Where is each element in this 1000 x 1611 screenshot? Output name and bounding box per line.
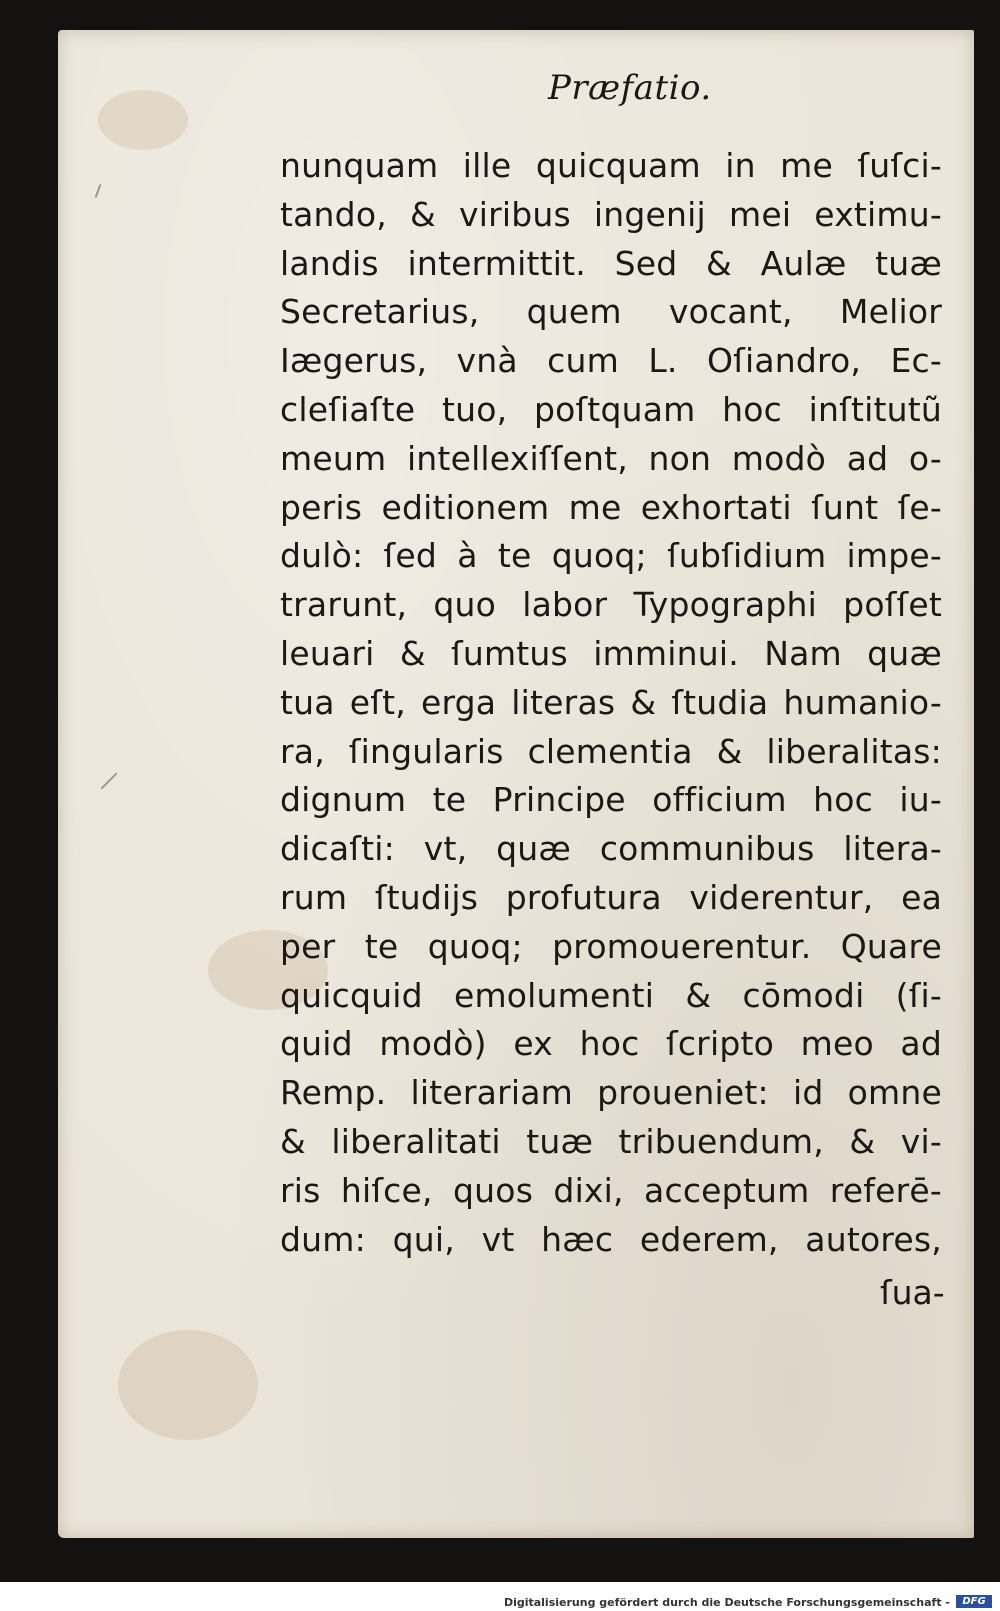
text-line: dulò: ſed à te quoq; ſubſidium impe- bbox=[280, 536, 942, 576]
running-head: Præfatio. bbox=[548, 68, 712, 108]
dfg-logo: DFG bbox=[956, 1595, 992, 1608]
text-line: Remp. literariam proueniet: id omne bbox=[280, 1073, 942, 1113]
text-line: rum ſtudijs profutura viderentur, ea bbox=[280, 877, 942, 917]
text-line: Secretarius, quem vocant, Melior bbox=[280, 292, 942, 332]
text-line: dum: qui, vt hæc ederem, autores, bbox=[280, 1219, 942, 1259]
text-line: leuari & ſumtus imminui. Nam quæ bbox=[280, 633, 942, 673]
text-line: per te quoq; promouerentur. Quare bbox=[280, 926, 942, 966]
text-line: meum intellexiſſent, non modò ad o- bbox=[280, 438, 942, 478]
paper-stain bbox=[98, 90, 188, 150]
text-line: peris editionem me exhortati ſunt ſe- bbox=[280, 487, 942, 527]
text-line: dicaſti: vt, quæ communibus litera- bbox=[280, 829, 942, 869]
catchword: ſua- bbox=[880, 1273, 945, 1312]
text-line: ris hiſce, quos dixi, acceptum referē- bbox=[280, 1170, 942, 1210]
text-line: landis intermittit. Sed & Aulæ tuæ bbox=[280, 243, 942, 283]
text-line: & liberalitati tuæ tribuendum, & vi- bbox=[280, 1121, 942, 1161]
text-line: cleſiaſte tuo, poſtquam hoc inſtitutũ bbox=[280, 389, 942, 429]
text-line: nunquam ille quicquam in me ſuſci- bbox=[280, 146, 942, 185]
text-line: quicquid emolumenti & cōmodi (ſi- bbox=[280, 975, 942, 1015]
digitization-credit: Digitalisierung gefördert durch die Deutsche Forschungsgemeinschaft - bbox=[503, 1596, 950, 1609]
text-line: ra, ſingularis clementia & liberalitas: bbox=[280, 731, 942, 771]
text-line: trarunt, quo labor Typographi poſſet bbox=[280, 585, 942, 625]
text-line: tua eſt, erga literas & ſtudia humanio- bbox=[280, 682, 942, 722]
text-line: tando, & viribus ingenij mei extimu- bbox=[280, 194, 942, 234]
text-line: dignum te Principe officium hoc iu- bbox=[280, 780, 942, 820]
paper-stain bbox=[118, 1330, 258, 1440]
text-line: Iægerus, vnà cum L. Oſiandro, Ec- bbox=[280, 341, 942, 381]
text-line: quid modò) ex hoc ſcripto meo ad bbox=[280, 1024, 942, 1064]
body-text bbox=[280, 142, 942, 1264]
